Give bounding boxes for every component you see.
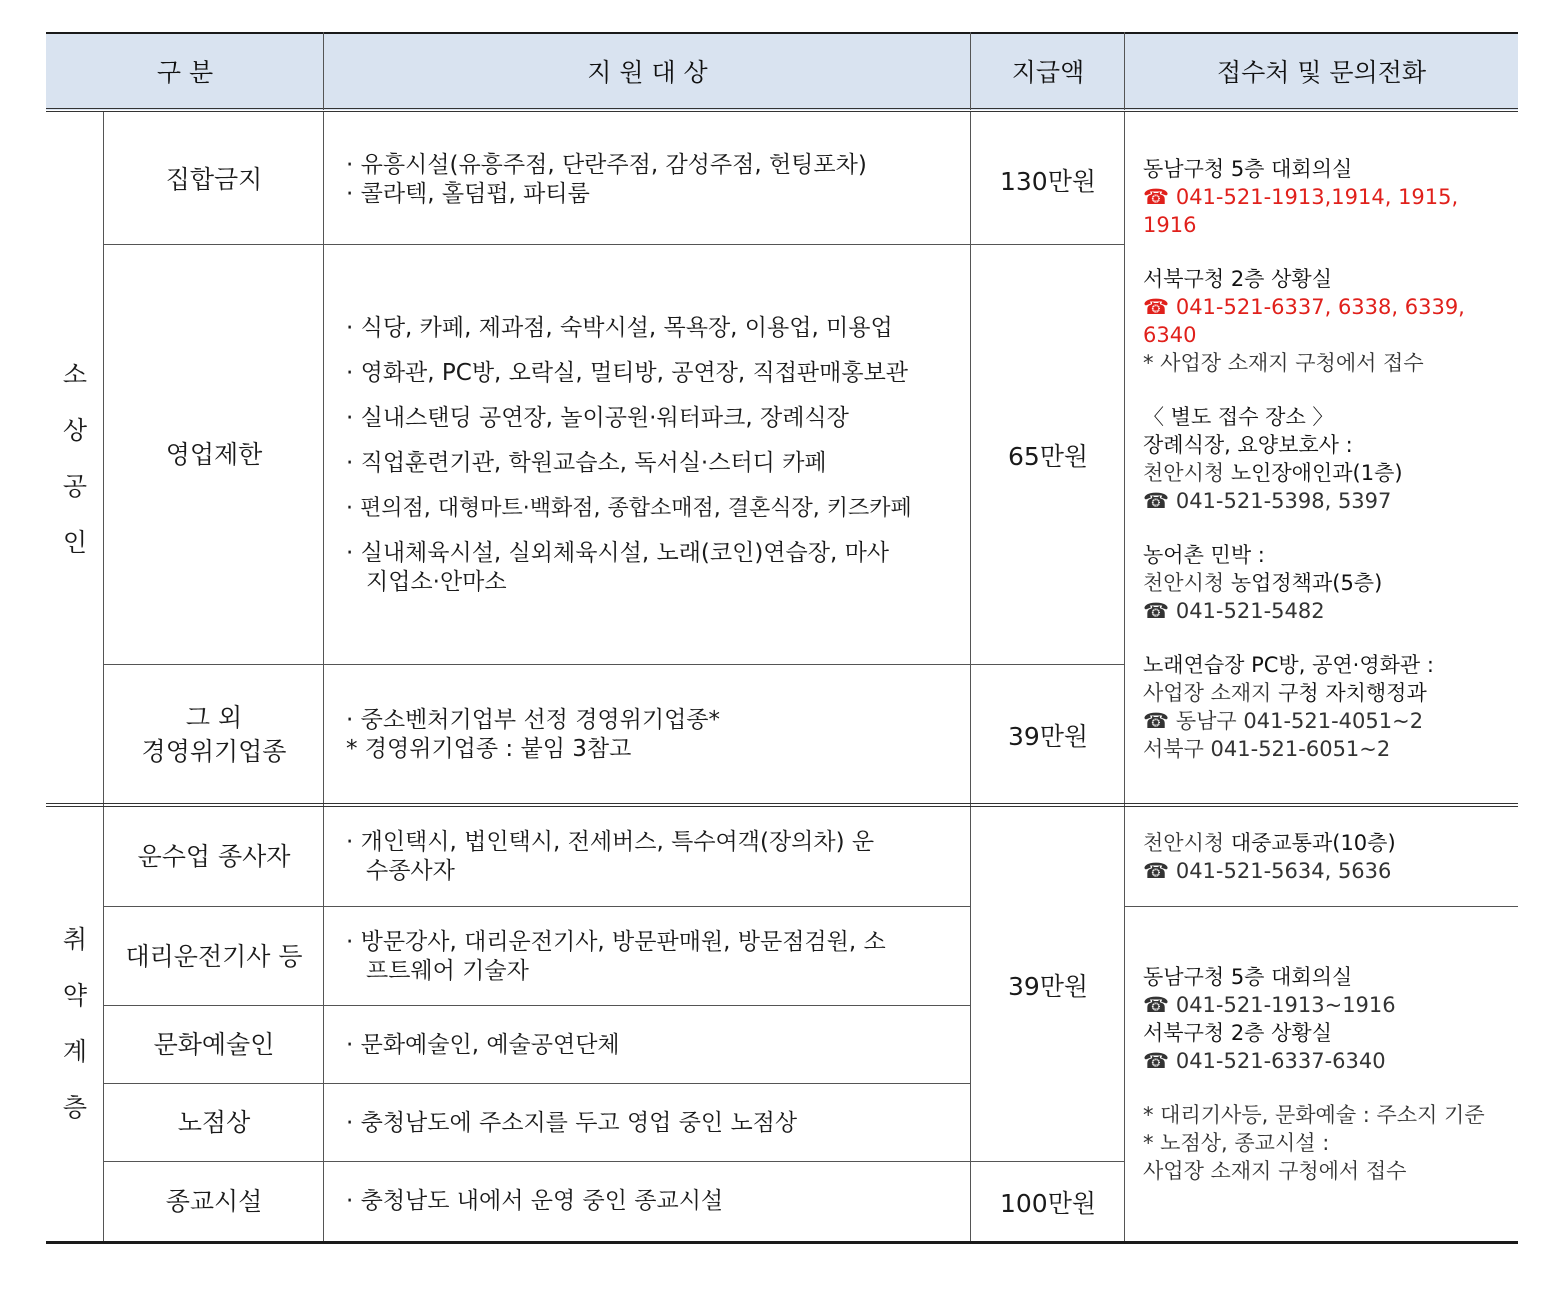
contact-dongnam-phone: ☎ 041-521-1913,1914, 1915, <box>1143 185 1459 209</box>
contact-farm-office: 천안시청 농업정책과(5층) <box>1143 571 1383 595</box>
contact-farm-label: 농어촌 민박 : <box>1143 543 1265 567</box>
header-amount: 지급액 <box>971 32 1125 110</box>
list-item: · 실내체육시설, 실외체육시설, 노래(코인)연습장, 마사지업소·안마소 <box>346 539 890 595</box>
contact-farm-phone: ☎ 041-521-5482 <box>1143 599 1325 623</box>
category-transport: 운수업 종사자 <box>137 842 291 871</box>
row-line <box>104 906 970 907</box>
crisis-note: * 경영위기업종 : 붙임 3참고 <box>346 735 632 762</box>
contact-v-seobuk-phone: ☎ 041-521-6337-6340 <box>1143 1049 1386 1073</box>
contact-seobuk-office: 서북구청 2층 상황실 <box>1143 267 1332 291</box>
col-line <box>323 112 324 1242</box>
amount-religious: 100만원 <box>999 1188 1097 1218</box>
header-category: 구 분 <box>46 32 324 110</box>
target-artist <box>324 1006 971 1084</box>
group-small-business: 소 상 공 인 <box>62 360 88 557</box>
header-contact: 접수처 및 문의전화 <box>1125 32 1518 110</box>
target-transport <box>324 807 971 907</box>
contact-v-note: * 노점상, 종교시설 : <box>1143 1131 1330 1155</box>
target-street-vendor <box>324 1084 971 1162</box>
category-artist: 문화예술인 <box>153 1030 275 1059</box>
list-item: · 문화예술인, 예술공연단체 <box>346 1031 620 1058</box>
contact-seobuk-phone-cont: 6340 <box>1143 323 1197 347</box>
header-col-line <box>323 32 324 110</box>
target-driver <box>324 907 971 1006</box>
list-item: · 실내스탠딩 공연장, 놀이공원·워터파크, 장례식장 <box>346 404 849 431</box>
list-item: · 충청남도에 주소지를 두고 영업 중인 노점상 <box>346 1109 798 1136</box>
section-divider <box>46 803 1518 807</box>
contact-vulnerable <box>1125 907 1518 1241</box>
list-item: · 개인택시, 법인택시, 전세버스, 특수여객(장의차) 운수종사자 <box>346 829 875 884</box>
contact-small-business <box>1125 114 1518 804</box>
contact-seobuk-note: * 사업장 소재지 구청에서 접수 <box>1143 351 1424 375</box>
list-item: · 콜라텍, 홀덤펍, 파티룸 <box>346 180 590 207</box>
contact-funeral-office: 천안시청 노인장애인과(1층) <box>1143 461 1403 485</box>
contact-dongnam-office: 동남구청 5층 대회의실 <box>1143 157 1353 181</box>
contact-funeral-phone: ☎ 041-521-5398, 5397 <box>1143 489 1392 513</box>
contact-seobuk-phone: ☎ 041-521-6337, 6338, 6339, <box>1143 295 1465 319</box>
amount-gathering-ban: 130만원 <box>999 166 1097 196</box>
contact-v-dongnam-phone: ☎ 041-521-1913~1916 <box>1143 993 1396 1017</box>
amount-vulnerable: 39만원 <box>1007 971 1089 1001</box>
contact-funeral-label: 장례식장, 요양보호사 : <box>1143 433 1353 457</box>
list-item: · 편의점, 대형마트·백화점, 종합소매점, 결혼식장, 키즈카페 <box>346 495 912 521</box>
contact-karaoke-phone: ☎ 동남구 041-521-4051~2 <box>1143 709 1424 733</box>
target-gathering-ban <box>324 114 971 245</box>
header-target: 지 원 대 상 <box>324 32 971 110</box>
category-other-crisis: 그 외 경영위기업종 <box>141 702 287 766</box>
contact-v-dongnam-office: 동남구청 5층 대회의실 <box>1143 965 1353 989</box>
header-col-line <box>1124 32 1125 110</box>
row-line <box>104 1161 1124 1162</box>
contact-v-note: * 대리기사등, 문화예술 : 주소지 기준 <box>1143 1103 1485 1127</box>
row-line <box>104 1005 970 1006</box>
amount-business-limit: 65만원 <box>1007 442 1089 471</box>
col-line <box>1124 112 1125 1242</box>
list-item: · 영화관, PC방, 오락실, 멀티방, 공연장, 직접판매홍보관 <box>346 359 909 386</box>
contact-transport <box>1125 807 1518 907</box>
category-religious: 종교시설 <box>165 1186 263 1216</box>
header-divider <box>46 108 1518 112</box>
row-line <box>1125 906 1518 907</box>
list-item: · 충청남도 내에서 운영 중인 종교시설 <box>346 1188 724 1214</box>
category-gathering-ban: 집합금지 <box>165 164 263 194</box>
table-bottom-border <box>46 1241 1518 1244</box>
contact-transport-office: 천안시청 대중교통과(10층) <box>1143 831 1396 855</box>
header-col-line <box>970 32 971 110</box>
row-line <box>104 664 1124 665</box>
table-top-border <box>46 32 1518 34</box>
row-line <box>104 1083 970 1084</box>
group-vulnerable: 취 약 계 층 <box>62 925 88 1122</box>
category-business-limit: 영업제한 <box>165 440 263 469</box>
category-driver: 대리운전기사 등 <box>125 941 303 971</box>
col-line <box>103 112 104 1242</box>
list-item: · 중소벤처기업부 선정 경영위기업종* <box>346 706 721 733</box>
list-item: · 방문강사, 대리운전기사, 방문판매원, 방문점검원, 소프트웨어 기술자 <box>346 928 886 984</box>
contact-v-note: 사업장 소재지 구청에서 접수 <box>1143 1159 1407 1183</box>
category-street-vendor: 노점상 <box>177 1108 251 1137</box>
target-other-crisis <box>324 665 971 804</box>
contact-karaoke-label: 노래연습장 PC방, 공연·영화관 : <box>1143 653 1434 677</box>
contact-karaoke-phone-cont: 서북구 041-521-6051~2 <box>1143 737 1391 761</box>
contact-v-seobuk-office: 서북구청 2층 상황실 <box>1143 1021 1332 1045</box>
target-business-limit <box>324 245 971 665</box>
contact-separate-title: 〈 별도 접수 장소 〉 <box>1143 405 1334 429</box>
list-item: · 유흥시설(유흥주점, 단란주점, 감성주점, 헌팅포차) <box>346 151 867 178</box>
support-table <box>46 32 1518 1244</box>
list-item: · 직업훈련기관, 학원교습소, 독서실·스터디 카페 <box>346 449 827 476</box>
row-line <box>104 244 1124 245</box>
amount-other-crisis: 39만원 <box>1007 721 1089 751</box>
col-line <box>970 112 971 1242</box>
contact-karaoke-office: 사업장 소재지 구청 자치행정과 <box>1143 681 1427 705</box>
list-item: · 식당, 카페, 제과점, 숙박시설, 목욕장, 이용업, 미용업 <box>346 314 893 341</box>
contact-transport-phone: ☎ 041-521-5634, 5636 <box>1143 859 1392 883</box>
contact-dongnam-phone-cont: 1916 <box>1143 213 1197 237</box>
target-religious <box>324 1162 971 1241</box>
